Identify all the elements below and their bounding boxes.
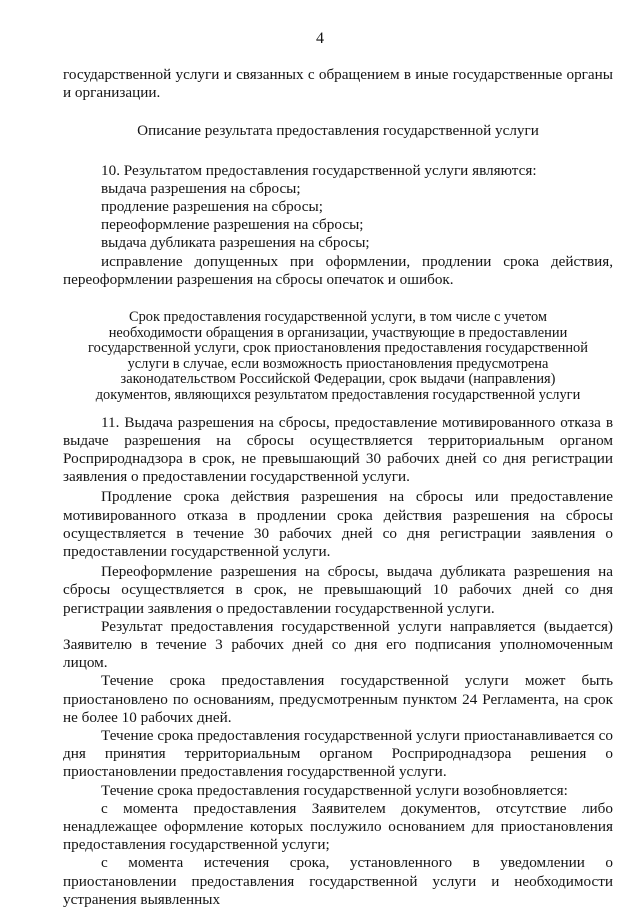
list-item: переоформление разрешения на сбросы; [101, 216, 364, 234]
paragraph-suspension-start: Течение срока предоставления государственной услуги приостанавливается со дня принятия территориальным органом Росприроднадзора решения о приостановлении предоставления государственной услуги. [63, 727, 613, 781]
paragraph-renewal: Продление срока действия разрешения на сбросы или предоставление мотивированного отказа в продлении срока действия разрешения на сбросы осуществляется в течение 30 рабочих дней со дня регистрации заявления о предоставлении государственной услуги. [63, 488, 613, 561]
paragraph-resumption: Течение срока предоставления государственной услуги возобновляется: [101, 781, 568, 799]
paragraph-resumption-deadline: с момента истечения срока, установленного в уведомлении о приостановлении предоставления государственной услуги и необходимости устранения выявленных [63, 854, 613, 908]
section-heading-term: Срок предоставления государственной услуги, в том числе с учетом необходимости обращения в организации, участвующие в предоставлении государственной услуги, срок приостановления предоставления государственной услуги в случае, если возможность приостановления предусмотрена законодательством Российской Федерации, срок выдачи (направления) документов, являющихся результатом предоставления государственной услуги [88, 309, 588, 403]
paragraph-resumption-docs: с момента предоставления Заявителем документов, отсутствие либо ненадлежащее оформление которых послужило основанием для приостановления предоставления государственной услуги; [63, 799, 613, 854]
page-number: 4 [316, 30, 324, 47]
paragraph-continuation: государственной услуги и связанных с обращением в иные государственные органы и организации. [63, 66, 613, 102]
paragraph-suspension: Течение срока предоставления государственной услуги может быть приостановлено по основаниям, предусмотренным пунктом 24 Регламента, на срок не более 10 рабочих дней. [63, 672, 613, 726]
list-item-last: исправление допущенных при оформлении, продлении срока действия, переоформлении разрешения на сбросы опечаток и ошибок. [63, 252, 613, 288]
section-heading-result: Описание результата предоставления государственной услуги [137, 122, 539, 140]
paragraph-11: 11. Выдача разрешения на сбросы, предоставление мотивированного отказа в выдаче разрешения на сбросы осуществляется территориальным органом Росприроднадзора в срок, не превышающий 30 рабочих дней со дня регистрации заявления о предоставлении государственной услуги. [63, 413, 613, 486]
list-item: выдача разрешения на сбросы; [101, 179, 301, 197]
document-body [63, 66, 613, 909]
list-item: выдача дубликата разрешения на сбросы; [101, 234, 370, 252]
paragraph-reissue: Переоформление разрешения на сбросы, выдача дубликата разрешения на сбросы осуществляется в срок, не превышающий 10 рабочих дней со дня регистрации заявления о предоставлении государственной услуги. [63, 563, 613, 617]
paragraph-10-intro: 10. Результатом предоставления государственной услуги являются: [101, 161, 537, 179]
paragraph-result-delivery: Результат предоставления государственной услуги направляется (выдается) Заявителю в течение 3 рабочих дней со дня его подписания уполномоченным лицом. [63, 617, 613, 672]
list-item: продление разрешения на сбросы; [101, 198, 323, 216]
